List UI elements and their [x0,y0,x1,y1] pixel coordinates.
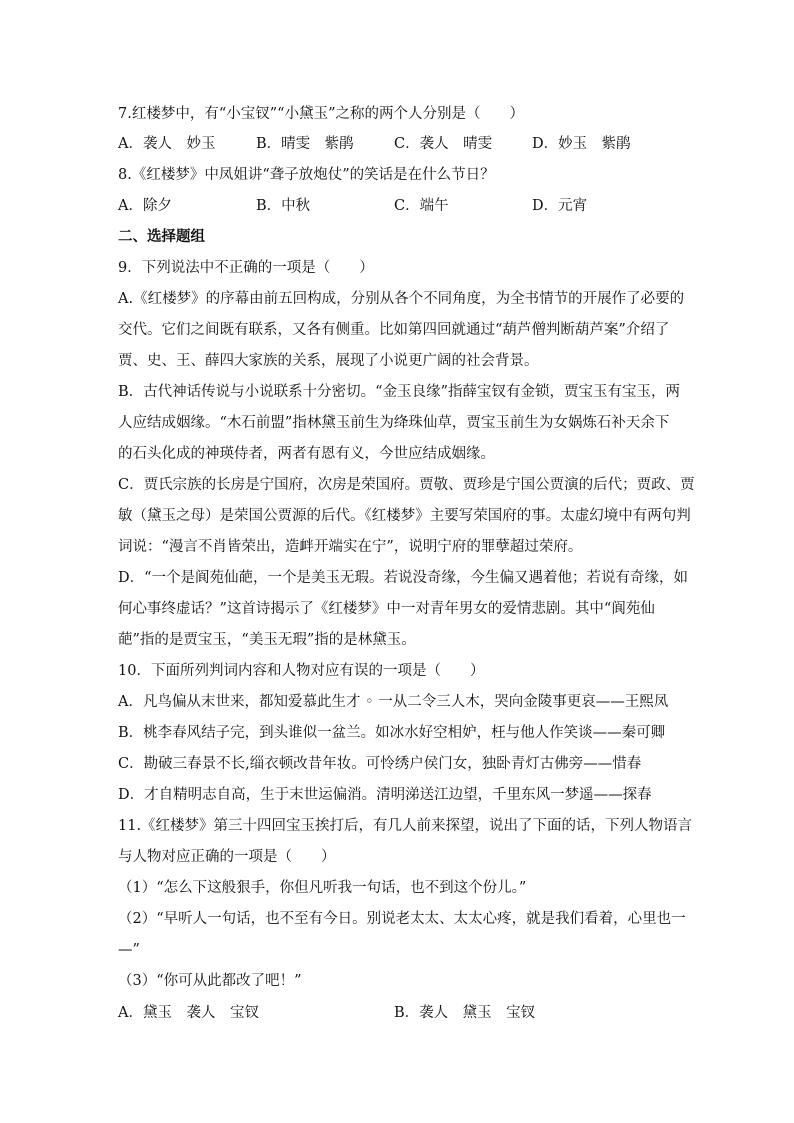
question-9-option-c-line-2: 敏（黛玉之母）是荣国公贾源的后代。《红楼梦》主要写荣国府的事。太虚幻境中有两句判 [118,508,691,524]
question-11-quote-3: （3）“你可从此都改了吧！” [118,973,302,989]
question-7-option-c[interactable]: C．袭人 晴雯 [394,136,493,152]
question-7-option-b[interactable]: B．晴雯 紫鹃 [256,136,354,152]
question-8-stem: 8.《红楼梦》中凤姐讲“聋子放炮仗”的笑话是在什么节日？ [118,167,495,183]
question-11-quote-2: （2）“早听人一句话，也不至有今日。别说老太太、太太心疼，就是我们看着，心里也一 [118,911,686,927]
question-9-option-b-line-3: 的石头化成的神瑛侍者，两者有恩有义，今世应结成姻缘。 [118,446,495,462]
question-10-stem: 10．下面所列判词内容和人物对应有误的一项是（ ） [118,663,485,679]
question-9-option-c-line-3: 词说：“漫言不肖皆荣出，造衅开端实在宁”，说明宁府的罪孽超过荣府。 [118,539,583,555]
question-8-option-c[interactable]: C．端午 [394,198,449,214]
question-7-options [118,134,678,154]
section-heading: 二、选择题组 [118,229,205,245]
question-9-option-a-line-3: 贾、史、王、薛四大家族的关系，展现了小说更广阔的社会背景。 [118,353,539,369]
question-8-options [118,196,678,216]
question-9-option-d-line-3: 葩”指的是贾宝玉，“美玉无瑕”指的是林黛玉。 [118,632,416,648]
question-11-option-b[interactable]: B．袭人 黛玉 宝钗 [394,1005,536,1021]
question-7-option-a[interactable]: A．袭人 妙玉 [118,136,216,152]
question-9-option-a-line-1[interactable]: A.《红楼梦》的序幕由前五回构成，分别从各个不同角度，为全书情节的开展作了必要的 [118,291,685,307]
question-10-option-b[interactable]: B．桃李春风结子完，到头谁似一盆兰。如冰水好空相妒，枉与他人作笑谈——秦可卿 [118,725,666,741]
question-10-option-a[interactable]: A．凡鸟偏从末世来，都知爱慕此生才 ◦ 一从二令三人木，哭向金陵事更哀——王熙凤 [118,694,669,710]
question-8-option-b[interactable]: B．中秋 [256,198,311,214]
question-11-stem-line-1: 11.《红楼梦》第三十四回宝玉挨打后，有几人前来探望，说出了下面的话，下列人物语言 [118,818,693,834]
question-11-quote-2-cont: —” [118,942,140,958]
question-11-quote-1: （1）“怎么下这般狠手，你但凡听我一句话，也不到这个份儿。” [118,880,527,896]
question-7-option-d[interactable]: D．妙玉 紫鹃 [532,136,631,152]
question-9-stem: 9．下列说法中不正确的一项是（ ） [118,260,374,276]
question-11-stem-line-2: 与人物对应正确的一项是（ ） [118,849,336,865]
question-10-option-c[interactable]: C．勘破三春景不长,缁衣顿改昔年妆。可怜绣户侯门女，独卧青灯古佛旁——惜春 [118,756,642,772]
question-9-option-c-line-1[interactable]: C．贾氏宗族的长房是宁国府，次房是荣国府。贾敬、贾珍是宁国公贾演的后代；贾政、贾 [118,477,695,493]
question-9-option-d-line-2: 何心事终虚话？”这首诗揭示了《红楼梦》中一对青年男女的爱情悲剧。其中“阆苑仙 [118,601,655,617]
question-8-option-d[interactable]: D．元宵 [532,198,588,214]
question-7-stem: 7.红楼梦中，有“小宝钗”“小黛玉”之称的两个人分别是（ ） [118,106,524,122]
question-9-option-d-line-1[interactable]: D．“一个是阆苑仙葩，一个是美玉无瑕。若说没奇缘，今生偏又遇着他；若说有奇缘，如 [118,570,689,586]
question-9-option-b-line-2: 人应结成姻缘。“木石前盟”指林黛玉前生为绛珠仙草，贾宝玉前生为女娲炼石补天余下 [118,415,670,431]
question-10-option-d[interactable]: D．才自精明志自高，生于末世运偏消。清明涕送江边望，千里东风一梦遥——探春 [118,787,652,803]
question-8-option-a[interactable]: A．除夕 [118,198,172,214]
question-11-option-a[interactable]: A．黛玉 袭人 宝钗 [118,1005,259,1021]
question-9-option-b-line-1[interactable]: B．古代神话传说与小说联系十分密切。“金玉良缘”指薛宝钗有金锁，贾宝玉有宝玉，两 [118,384,680,400]
question-9-option-a-line-2: 交代。它们之间既有联系，又各有侧重。比如第四回就通过“葫芦僧判断葫芦案”介绍了 [118,322,670,338]
question-11-options [118,1003,678,1023]
